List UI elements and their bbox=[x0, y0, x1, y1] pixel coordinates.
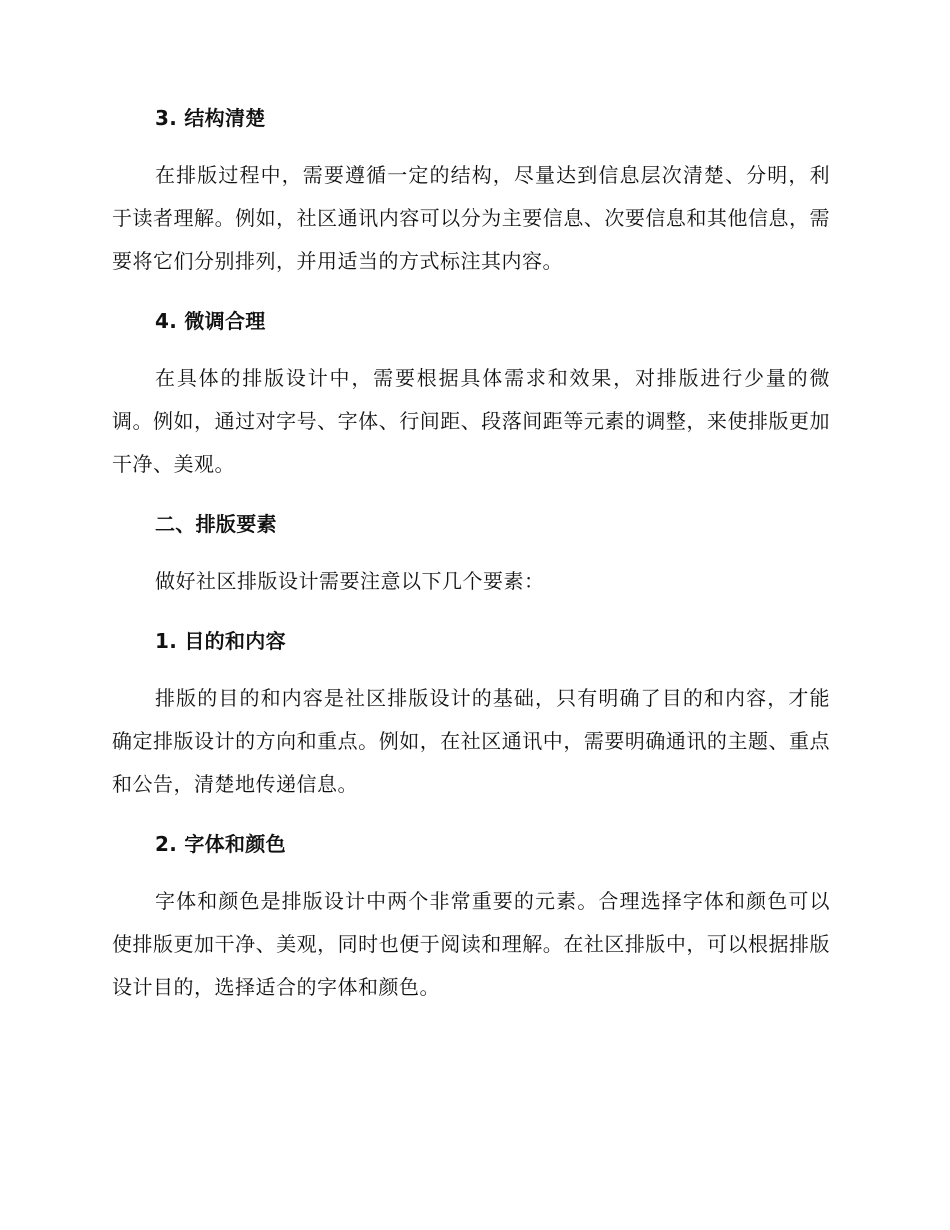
section-paragraph-font-color: 字体和颜色是排版设计中两个非常重要的元素。合理选择字体和颜色可以使排版更加干净、美观，同时也便于阅读和理解。在社区排版中，可以根据排版设计目的，选择适合的字体和颜色。 bbox=[112, 889, 830, 999]
section-heading-purpose-content: 1. 目的和内容 bbox=[155, 629, 286, 653]
section-heading-layout-elements: 二、排版要素 bbox=[155, 512, 277, 536]
section-heading-font-color: 2. 字体和颜色 bbox=[155, 832, 286, 856]
section-paragraph-layout-elements: 做好社区排版设计需要注意以下几个要素： bbox=[155, 569, 545, 593]
section-paragraph-purpose-content: 排版的目的和内容是社区排版设计的基础，只有明确了目的和内容，才能确定排版设计的方向和重点。例如，在社区通讯中，需要明确通讯的主题、重点和公告，清楚地传递信息。 bbox=[112, 686, 830, 796]
section-heading-fine-tuning: 4. 微调合理 bbox=[155, 309, 266, 333]
section-heading-structure: 3. 结构清楚 bbox=[155, 106, 266, 130]
section-paragraph-structure: 在排版过程中，需要遵循一定的结构，尽量达到信息层次清楚、分明，利于读者理解。例如，社区通讯内容可以分为主要信息、次要信息和其他信息，需要将它们分别排列，并用适当的方式标注其内容。 bbox=[112, 163, 830, 273]
section-paragraph-fine-tuning: 在具体的排版设计中，需要根据具体需求和效果，对排版进行少量的微调。例如，通过对字号、字体、行间距、段落间距等元素的调整，来使排版更加干净、美观。 bbox=[112, 366, 830, 476]
document-page bbox=[112, 102, 830, 1009]
